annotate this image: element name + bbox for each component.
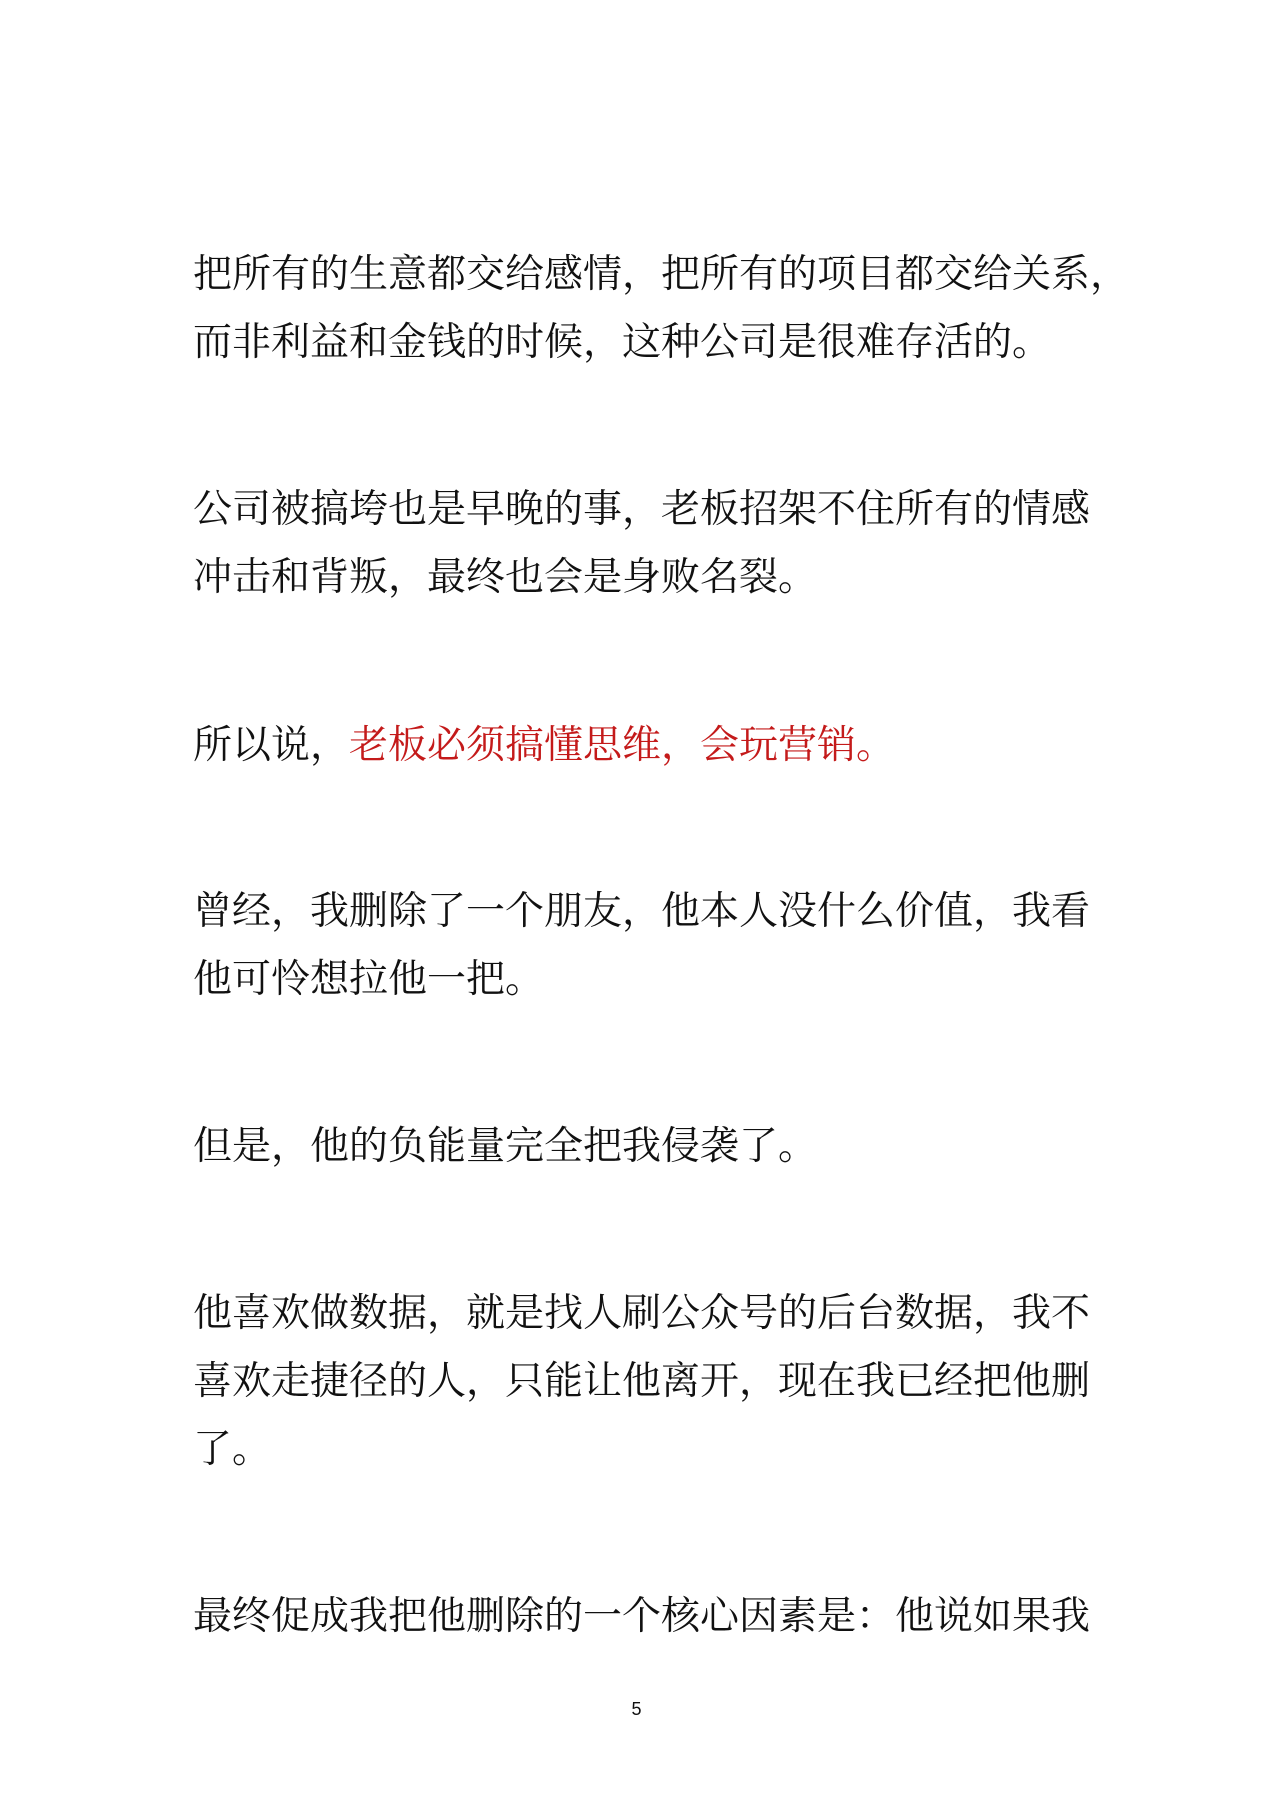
paragraph-line: 最终促成我把他删除的一个核心因素是：他说如果我 <box>193 1594 1091 1639</box>
paragraph-line: 了。 <box>193 1427 272 1472</box>
paragraph-1 <box>193 241 1130 377</box>
paragraph-line: 冲击和背叛，最终也会是身败名裂。 <box>193 555 818 600</box>
paragraph-line: 他喜欢做数据，就是找人刷公众号的后台数据，我不 <box>193 1291 1091 1336</box>
page-number: 5 <box>631 1699 642 1719</box>
paragraph-line: 但是，他的负能量完全把我侵袭了。 <box>193 1124 818 1169</box>
paragraph-line: 公司被搞垮也是早晚的事，老板招架不住所有的情感 <box>193 487 1091 532</box>
paragraph-7 <box>193 1583 1093 1651</box>
paragraph-line: 喜欢走捷径的人，只能让他离开，现在我已经把他删 <box>193 1359 1091 1404</box>
highlighted-text: 老板必须搞懂思维，会玩营销。 <box>349 723 896 768</box>
paragraph-line: 他可怜想拉他一把。 <box>193 957 545 1002</box>
paragraph-5 <box>193 1113 1093 1181</box>
paragraph-4 <box>193 878 1093 1014</box>
paragraph-line: 而非利益和金钱的时候，这种公司是很难存活的。 <box>193 320 1052 365</box>
paragraph-line: 曾经，我删除了一个朋友，他本人没什么价值，我看 <box>193 889 1091 934</box>
paragraph-6 <box>193 1280 1093 1484</box>
paragraph-2 <box>193 476 1093 612</box>
paragraph-3-highlighted <box>193 712 1093 780</box>
paragraph-line: 把所有的生意都交给感情，把所有的项目都交给关系， <box>193 252 1130 297</box>
paragraph-prefix: 所以说， <box>193 723 350 768</box>
paragraph-line <box>193 712 1093 780</box>
